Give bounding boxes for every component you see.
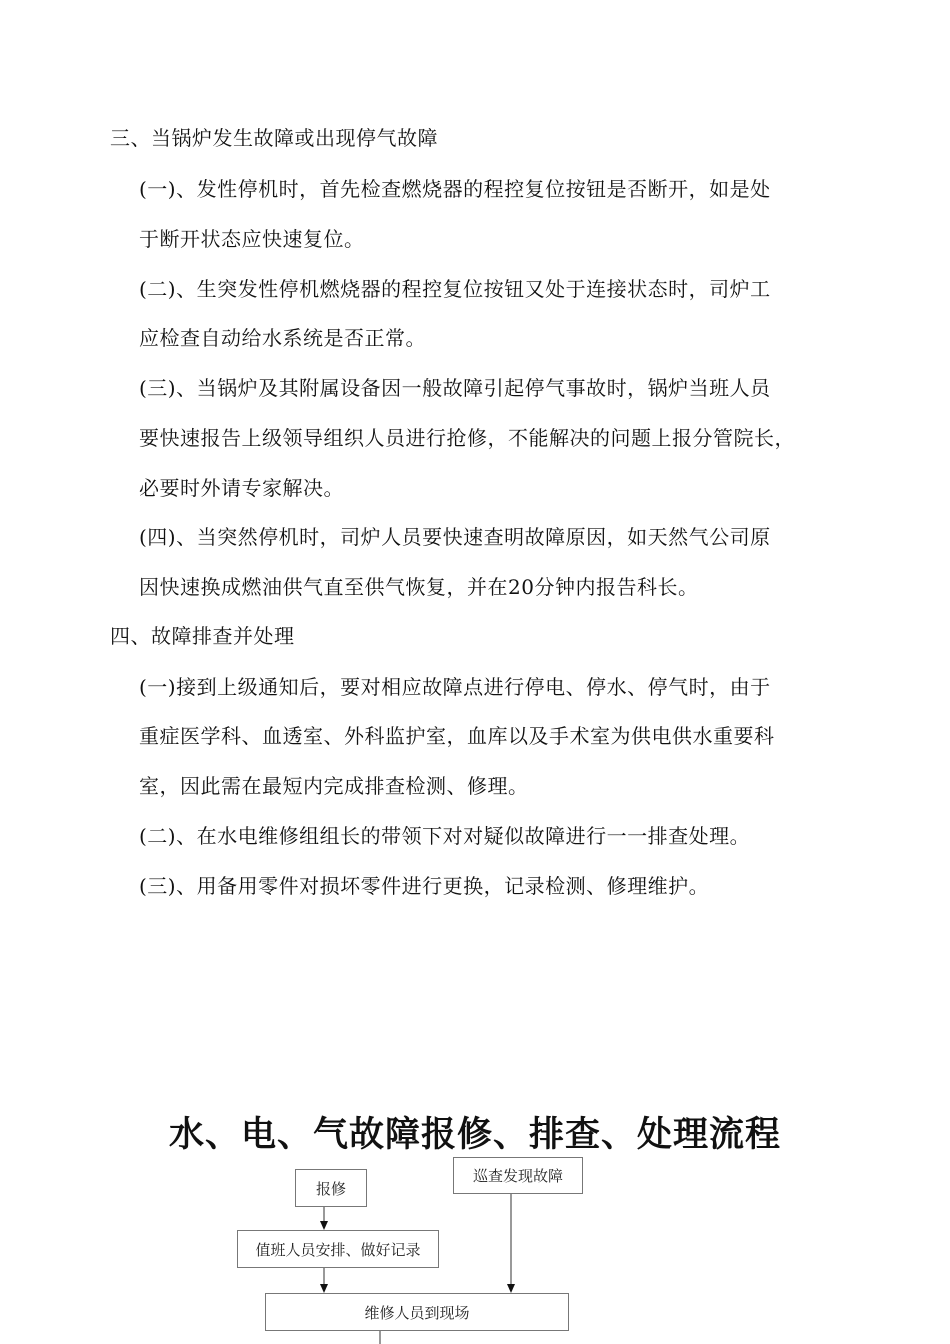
flow-node-report: 报修 [295,1169,367,1207]
section3-item3-line3: 必要时外请专家解决。 [139,476,344,500]
flow-node-arrive: 维修人员到现场 [265,1293,569,1331]
flow-node-duty: 值班人员安排、做好记录 [237,1230,439,1268]
section3-item1-line2: 于断开状态应快速复位。 [139,227,365,251]
section3-item3-line2: 要快速报告上级领导组织人员进行抢修，不能解决的问题上报分管院长， [139,426,795,450]
section4-item1-line3: 室，因此需在最短内完成排查检测、修理。 [139,774,529,798]
arrow-report-duty [320,1221,328,1230]
section3-item4-line2: 因快速换成燃油供气直至供气恢复，并在20分钟内报告科长。 [139,575,699,599]
section4-item2-line1: (二)、在水电维修组组长的带领下对对疑似故障进行一一排查处理。 [139,824,751,848]
section3-item2-line1: (二)、生突发性停机燃烧器的程控复位按钮又处于连接状态时，司炉工 [139,277,771,301]
section3-item3-line1: (三)、当锅炉及其附属设备因一般故障引起停气事故时，锅炉当班人员 [139,376,771,400]
arrow-duty-arrive [320,1284,328,1293]
section4-item1-line2: 重症医学科、血透室、外科监护室，血库以及手术室为供电供水重要科 [139,724,775,748]
section3-heading: 三、当锅炉发生故障或出现停气故障 [110,126,438,150]
section4-item1-line1: (一)接到上级通知后，要对相应故障点进行停电、停水、停气时，由于 [139,675,771,699]
flowchart-title: 水、电、气故障报修、排查、处理流程 [168,1114,781,1155]
section3-item1-line1: (一)、发性停机时，首先检查燃烧器的程控复位按钮是否断开，如是处 [139,177,771,201]
section4-heading: 四、故障排查并处理 [110,624,295,648]
flow-node-patrol: 巡查发现故障 [453,1157,583,1194]
section3-item4-line1: (四)、当突然停机时，司炉人员要快速查明故障原因，如天然气公司原 [139,525,771,549]
section4-item3-line1: (三)、用备用零件对损坏零件进行更换，记录检测、修理维护。 [139,874,710,898]
section3-item2-line2: 应检查自动给水系统是否正常。 [139,326,426,350]
arrow-patrol-arrive [507,1284,515,1293]
